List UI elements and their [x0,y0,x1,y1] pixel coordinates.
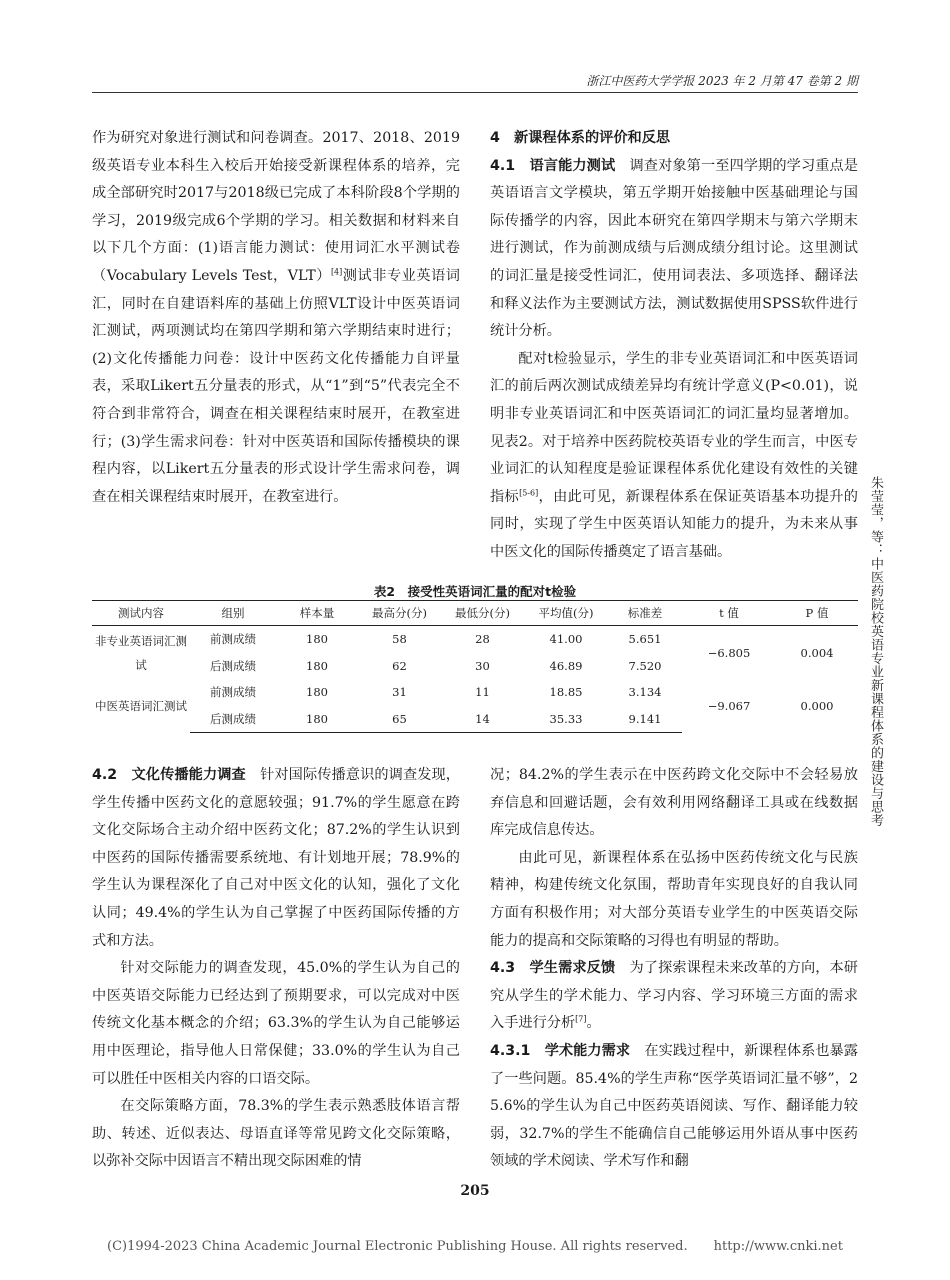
table-header-cell: 平均值(分) [524,601,608,626]
table-cell: 180 [306,685,328,700]
table-header-row [92,601,858,626]
table-cell: 28 [475,632,490,647]
table-cell: 62 [392,658,407,673]
table-row [92,679,858,706]
table-cell: 31 [392,685,407,700]
section-4-3-paragraph: 4.3 学生需求反馈 为了探索课程未来改革的方向，本研究从学生的学术能力、学习内容、学习环境三方面的需求入手进行分析[7]。 [490,960,858,1032]
right-column-top [490,125,858,567]
citation-ref: [7] [575,1014,587,1024]
table-cell: 前测成绩 [210,632,256,647]
copyright-footer: (C)1994-2023 China Academic Journal Electronic Publishing House. All rights reserved. http://www.cnki.net [107,1239,843,1254]
table-cell-test-name: 中医英语词汇测试 [95,698,187,713]
page-number: 205 [460,1183,490,1199]
table-header-cell: 最低分(分) [441,601,524,626]
table-cell: 前测成绩 [210,685,256,700]
section-4-3-1-heading: 4.3.1 学术能力需求 [490,1042,631,1059]
table-cell-t-value: −6.805 [707,645,751,660]
left-column-top [92,125,460,511]
table-cell-p-value: 0.004 [800,645,834,660]
section-4-2-paragraph: 4.2 文化传播能力调查 针对国际传播意识的调查发现，学生传播中医药文化的意愿较强；91.7%的学生愿意在跨文化交际场合主动介绍中医药文化；87.2%的学生认识到中医药的国际传播需要系统地、有计划地开展；78.9%的学生认为课程深化了自己对中医文化的认知，强化了文化认同；49.4%的学生认为自己掌握了中医药国际传播的方式和方法。 [92,767,460,949]
table-cell: 65 [358,706,441,733]
side-running-title: 朱莹莹，等：中医药院校英语专业新课程体系的建设与思考 [868,476,883,827]
journal-header: 浙江中医药大学学报 2023 年 2 月第 47 卷第 2 期 [586,74,858,88]
strategy-continued-paragraph: 况；84.2%的学生表示在中医药跨文化交际中不会轻易放弃信息和回避话题，会有效利用网络翻译工具或在线数据库完成信息传达。 [490,767,858,839]
header-rule [92,92,858,93]
section-4-heading: 4 新课程体系的评价和反思 [490,130,671,146]
table-cell: 180 [306,658,328,673]
citation-ref: [5-6] [519,487,539,497]
left-column-bottom [92,762,460,1176]
section-4-2-heading: 4.2 文化传播能力调查 [92,767,246,783]
table-cell: 180 [306,632,328,647]
table-cell: 180 [276,706,358,733]
table-cell: 后测成绩 [190,706,276,733]
table-header-cell: 标准差 [608,601,682,626]
table-cell: 9.141 [608,706,682,733]
table-header-cell: 样本量 [276,601,358,626]
methods-paragraph: 作为研究对象进行测试和问卷调查。2017、2018、2019级英语专业本科生入校后开始接受新课程体系的培养，完成全部研究时2017与2018级已完成了本科阶段8个学期的学习，2019级完成6个学期的学习。相关数据和材料来自以下几个方面：(1)语言能力测试：使用词汇水平测试卷（Vocabulary Levels Test，VLT）[4]测试非专业英语词汇，同时在自建语料库的基础上仿照VLT设计中医英语词汇测试，两项测试均在第四学期和第六学期结束时进行；(2)文化传播能力问卷：设计中医药文化传播能力自评量表，采取Likert五分量表的形式，从“1”到“5”代表完全不符合到非常符合，调查在相关课程结束时展开，在教室进行；(3)学生需求问卷：针对中医英语和国际传播模块的课程内容，以Likert五分量表的形式设计学生需求问卷，调查在相关课程结束时展开，在教室进行。 [92,130,460,505]
strategy-paragraph: 在交际策略方面，78.3%的学生表示熟悉肢体语言帮助、转述、近似表达、母语直译等常见跨文化交际策略，以弥补交际中因语言不精出现交际困难的情 [92,1098,460,1170]
table-2-title: 表2 接受性英语词汇量的配对t检验 [373,584,577,599]
table-cell: 46.89 [549,658,583,673]
table-header-cell: 最高分(分) [358,601,441,626]
t-test-paragraph: 配对t检验显示，学生的非专业英语词汇和中医英语词汇的前后两次测试成绩差异均有统计学意义(P<0.01)，说明非专业英语词汇和中医英语词汇的词汇量均显著增加。见表2。对于培养中医药院校英语专业的学生而言，中医专业词汇的认知程度是验证课程体系优化建设有效性的关键指标[5-6]，由此可见，新课程体系在保证英语基本功提升的同时，实现了学生中医英语认知能力的提升，为未来从事中医文化的国际传播奠定了语言基础。 [490,350,858,560]
table-cell: 41.00 [549,632,583,647]
section-4-1-paragraph: 4.1 语言能力测试 调查对象第一至四学期的学习重点是英语语言文学模块，第五学期开始接触中医基础理论与国际传播学的内容，因此本研究在第四学期末与第六学期末进行测试，作为前测成绩与后测成绩分组讨论。这里测试的词汇量是接受性词汇，使用词表法、多项选择、翻译法和释义法作为主要测试方法，测试数据使用SPSS软件进行统计分析。 [490,157,858,340]
table-cell: 7.520 [628,658,662,673]
table-cell: 11 [475,685,490,700]
table-header-cell: 组别 [190,601,276,626]
table-header-cell: 测试内容 [92,601,190,626]
table-cell-t-value: −9.067 [707,698,751,713]
table-cell: 18.85 [549,685,583,700]
table-cell: 30 [475,658,490,673]
table-cell-p-value: 0.000 [800,698,834,713]
table-cell: 35.33 [524,706,608,733]
table-cell: 14 [441,706,524,733]
table-2 [92,600,858,733]
table-cell: 3.134 [628,685,662,700]
section-4-3-1-paragraph: 4.3.1 学术能力需求 在实践过程中，新课程体系也暴露了一些问题。85.4%的学生声称“医学英语词汇量不够”，25.6%的学生认为自己中医药英语阅读、写作、翻译能力较弱，32.7%的学生不能确信自己能够运用外语从事中医药领域的学术阅读、学术写作和翻 [490,1042,858,1170]
right-column-bottom [490,762,858,1176]
conclusion-paragraph: 由此可见，新课程体系在弘扬中医药传统文化与民族精神，构建传统文化氛围，帮助青年实现良好的自我认同方面有积极作用；对大部分英语专业学生的中医英语交际能力的提高和交际策略的习得也有明显的帮助。 [490,849,858,949]
table-cell-test-name: 非专业英语词汇测试 [95,633,187,672]
citation-ref: [4] [330,267,343,277]
table-cell: 58 [392,632,407,647]
communication-paragraph: 针对交际能力的调查发现，45.0%的学生认为自己的中医英语交际能力已经达到了预期要求，可以完成对中医传统文化基本概念的介绍；63.3%的学生认为自己能够运用中医理论，指导他人日常保健；33.0%的学生认为自己可以胜任中医相关内容的口语交际。 [92,960,460,1087]
section-4-3-heading: 4.3 学生需求反馈 [490,960,616,977]
table-cell: 后测成绩 [210,658,256,673]
table-header-cell: t 值 [682,601,776,626]
table-row [92,626,858,653]
table-header-cell: P 值 [776,601,858,626]
section-4-1-heading: 4.1 语言能力测试 [490,157,616,174]
table-cell: 5.651 [628,632,662,647]
